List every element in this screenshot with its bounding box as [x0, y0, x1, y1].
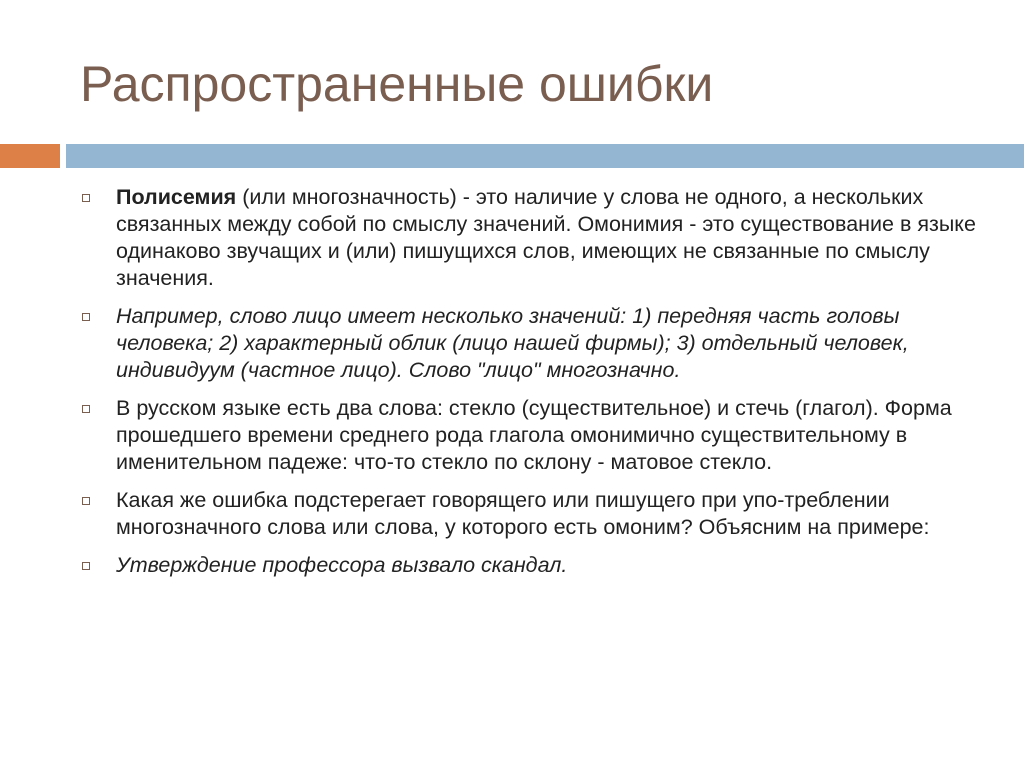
bullet-item-sentence-example	[78, 552, 978, 579]
bullet-text: Утверждение профессора вызвало скандал.	[116, 553, 568, 577]
bullet-item-example	[78, 303, 978, 384]
bullet-text: Какая же ошибка подстерегает говорящего или пишущего при упо-треблении многозначного слова или слова, у которого есть омоним? Объясним на примере:	[116, 488, 930, 539]
bullet-list	[78, 184, 978, 590]
hollow-square-bullet-icon	[82, 194, 90, 202]
hollow-square-bullet-icon	[82, 405, 90, 413]
accent-bar-orange	[0, 144, 60, 168]
hollow-square-bullet-icon	[82, 313, 90, 321]
hollow-square-bullet-icon	[82, 497, 90, 505]
bullet-text: (или многозначность) - это наличие у слова не одного, а нескольких связанных между собой по смыслу значений. Омонимия - это существование в языке одинаково звучащих и (или) пишущихся слов, имеющих не связанные по смыслу значения.	[116, 185, 976, 290]
bullet-item-polysemy	[78, 184, 978, 292]
slide-title: Распространенные ошибки	[80, 56, 714, 112]
bullet-term: Полисемия	[116, 185, 237, 209]
bullet-item-question	[78, 487, 978, 541]
bullet-text: В русском языке есть два слова: стекло (существительное) и стечь (глагол). Форма прошедшего времени среднего рода глагола омонимично существительному в именительном падеже: что-то стекло по склону - матовое стекло.	[116, 396, 952, 474]
bullet-item-homonyms	[78, 395, 978, 476]
hollow-square-bullet-icon	[82, 562, 90, 570]
accent-bar-blue	[66, 144, 1024, 168]
bullet-text: Например, слово лицо имеет несколько значений: 1) передняя часть головы человека; 2) характерный облик (лицо нашей фирмы); 3) отдельный человек, индивидуум (частное лицо). Слово "лицо" многозначно.	[116, 304, 909, 382]
